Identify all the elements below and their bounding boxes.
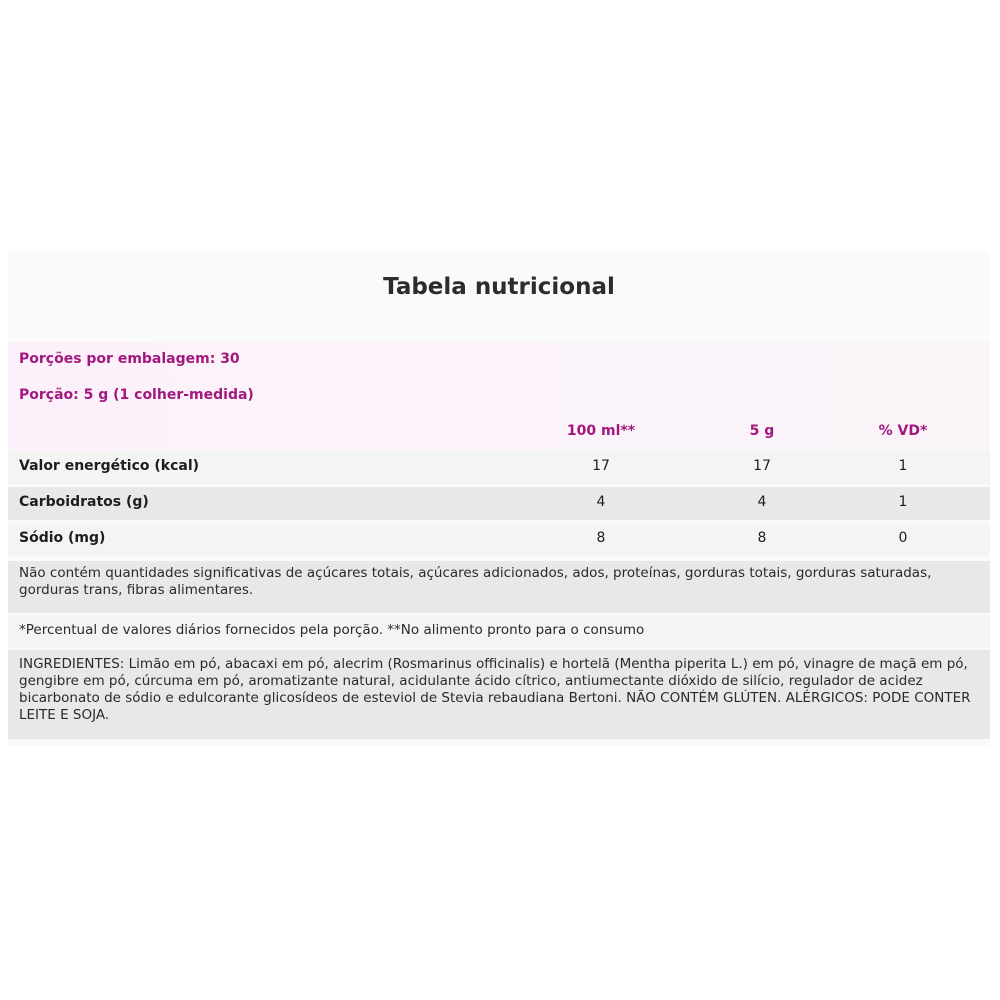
nutrition-table-card xyxy=(8,252,990,746)
cell-vd: 0 xyxy=(898,530,908,546)
table-row xyxy=(8,523,990,556)
ingredients-note: INGREDIENTES: Limão em pó, abacaxi em pó, alecrim (Rosmarinus officinalis) e hortelã (Mentha piperita L.) em pó, vinagre de maçã em pó, gengibre em pó, cúrcuma em pó, aromatizante natural, acidulante ácido cítrico, antiumectante dióxido de silício, regulador de acidez bicarbonato de sódio e edulcorante glicosídeos de esteviol de Stevia rebaudiana Bertoni. NÃO CONTÉM GLÚTEN. ALÉRGICOS: PODE CONTER LEITE E SOJA. xyxy=(8,650,990,739)
table-row xyxy=(8,487,990,520)
column-header-portion: 5 g xyxy=(749,423,775,439)
cell-portion: 17 xyxy=(753,458,771,474)
serving-info-band xyxy=(8,342,990,450)
cell-100ml: 8 xyxy=(596,530,606,546)
page-title: Tabela nutricional xyxy=(383,274,615,300)
cell-portion: 4 xyxy=(757,494,767,510)
row-label: Valor energético (kcal) xyxy=(19,458,200,474)
cell-vd: 1 xyxy=(898,494,908,510)
table-row xyxy=(8,451,990,484)
row-label: Sódio (mg) xyxy=(19,530,106,546)
cell-100ml: 4 xyxy=(596,494,606,510)
serving-size: Porção: 5 g (1 colher-medida) xyxy=(19,387,254,403)
cell-portion: 8 xyxy=(757,530,767,546)
cell-100ml: 17 xyxy=(592,458,610,474)
row-label: Carboidratos (g) xyxy=(19,494,149,510)
not-significant-note: Não contém quantidades significativas de açúcares totais, açúcares adicionados, ados, proteínas, gorduras totais, gorduras saturadas, gorduras trans, fibras alimentares. xyxy=(8,561,990,613)
column-header-vd: % VD* xyxy=(878,423,928,439)
footnote: *Percentual de valores diários fornecidos pela porção. **No alimento pronto para o consumo xyxy=(8,615,990,648)
cell-vd: 1 xyxy=(898,458,908,474)
column-header-100ml: 100 ml** xyxy=(566,423,636,439)
servings-per-package: Porções por embalagem: 30 xyxy=(19,351,240,367)
